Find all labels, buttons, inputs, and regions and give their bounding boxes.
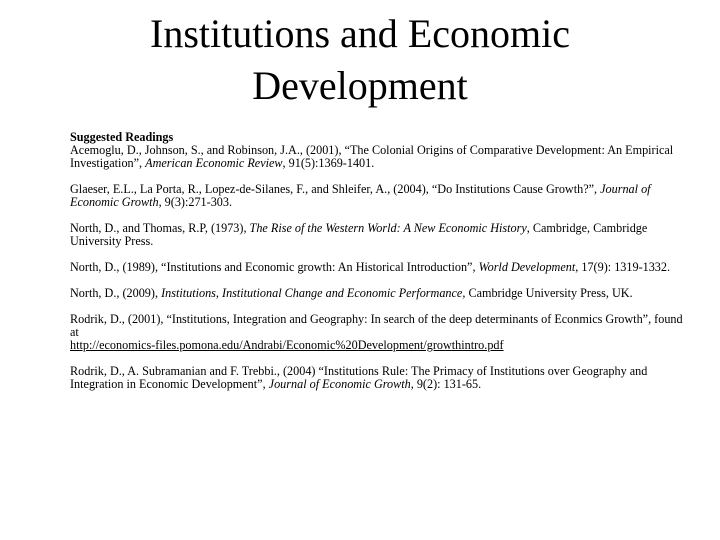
reference-text: North, D., (1989), “Institutions and Economic growth: An Historical Introduction”, — [70, 260, 479, 274]
journal-title: Journal of Economic Growth — [70, 182, 651, 209]
journal-title: Journal of Economic Growth — [268, 377, 411, 391]
reference-north-1989 — [70, 261, 690, 274]
reference-glaeser-2004 — [70, 183, 690, 209]
reference-north-2009 — [70, 287, 690, 300]
reference-url-link[interactable]: http://economics-files.pomona.edu/Andrabi/Economic%20Development/growthintro.pdf — [70, 338, 504, 352]
reference-text: , 17(9): 1319-1332. — [575, 260, 671, 274]
reference-north-thomas-1973 — [70, 222, 690, 248]
reference-text: Acemoglu, D., Johnson, S., and Robinson, J.A., (2001), “The Colonial Origins of Comparative Development: An Empirical Investigation”, — [70, 143, 674, 170]
readings-heading: Suggested Readings — [70, 130, 174, 144]
reference-rodrik-2004 — [70, 365, 690, 391]
reference-acemoglu-2001 — [70, 144, 690, 170]
book-title: The Rise of the Western World: A New Economic History — [249, 221, 527, 235]
reference-text: Glaeser, E.L., La Porta, R., Lopez-de-Silanes, F., and Shleifer, A., (2004), “Do Institutions Cause Growth?”, — [70, 182, 601, 196]
reference-text: Rodrik, D., (2001), “Institutions, Integration and Geography: In search of the deep determinants of Econmics Growth”, found at — [70, 312, 683, 339]
reference-text: Rodrik, D., A. Subramanian and F. Trebbi., (2004) “Institutions Rule: The Primacy of Institutions over Geography and Integration in Economic Development”, — [70, 364, 648, 391]
title-line-1: Institutions and Economic — [150, 11, 570, 56]
reference-text: , 9(2): 131-65. — [410, 377, 482, 391]
book-title: Institutions, Institutional Change and Economic Performance — [161, 286, 463, 300]
title-line-2: Development — [252, 63, 468, 108]
journal-title: American Economic Review — [145, 156, 283, 170]
reference-text: North, D., (2009), — [70, 286, 162, 300]
reference-text: , 9(3):271-303. — [158, 195, 233, 209]
readings-list — [70, 131, 690, 404]
slide-title — [60, 8, 660, 112]
reference-rodrik-2001 — [70, 313, 690, 352]
reference-text: , 91(5):1369-1401. — [282, 156, 375, 170]
reference-text: , Cambridge University Press, UK. — [462, 286, 633, 300]
journal-title: World Development — [478, 260, 576, 274]
reference-text: , Cambridge, Cambridge University Press. — [70, 221, 648, 248]
reference-text: North, D., and Thomas, R.P, (1973), — [70, 221, 250, 235]
